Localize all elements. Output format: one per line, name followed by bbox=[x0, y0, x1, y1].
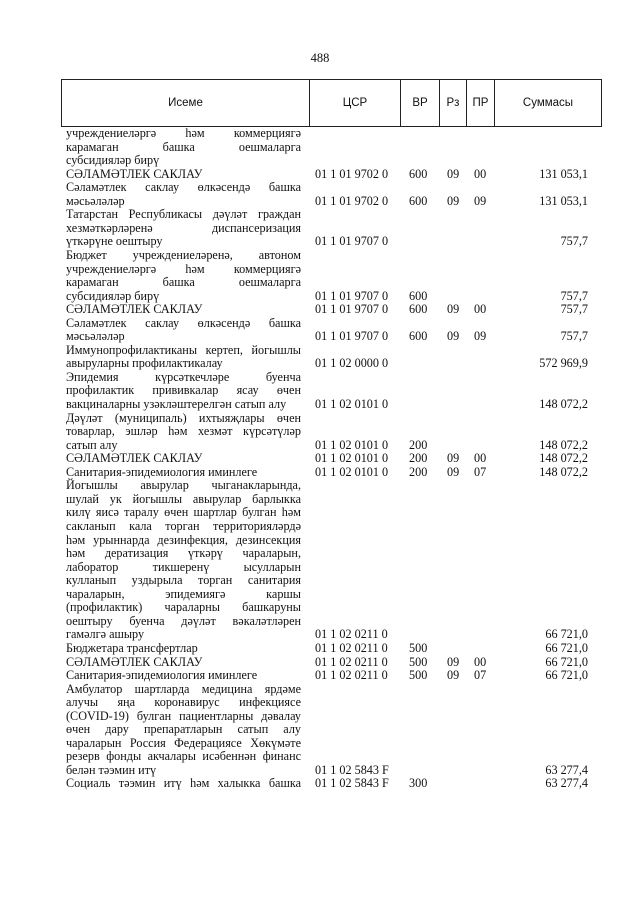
row-pr: 00 bbox=[474, 302, 487, 317]
row-name: алучы яңа коронавирус инфекциясе bbox=[66, 695, 301, 710]
row-sum: 148 072,2 bbox=[539, 464, 588, 479]
row-name: өчен дару препаратларын сатып алу bbox=[66, 722, 301, 737]
row-csr: 01 1 01 9702 0 bbox=[315, 193, 389, 208]
header-rz: Рз bbox=[446, 97, 460, 109]
row-name: Бюджетара трансфертлар bbox=[66, 640, 198, 655]
row-sum: 131 053,1 bbox=[539, 166, 588, 181]
row-csr: 01 1 02 0101 0 bbox=[315, 437, 389, 452]
row-pr: 07 bbox=[474, 464, 487, 479]
header-name: Исеме bbox=[168, 97, 203, 109]
row-csr: 01 1 02 0101 0 bbox=[315, 451, 389, 466]
row-rz: 09 bbox=[447, 329, 460, 344]
row-name: лаборатор тикшеренү ысулларын bbox=[66, 559, 301, 574]
row-csr: 01 1 02 0211 0 bbox=[315, 654, 388, 669]
row-csr: 01 1 01 9707 0 bbox=[315, 329, 389, 344]
row-rz: 09 bbox=[447, 668, 460, 682]
row-name: Социаль тәэмин итү һәм халыкка башка bbox=[66, 776, 301, 791]
row-name: Эпидемия күрсәткечләре буенча bbox=[66, 369, 301, 384]
row-sum: 131 053,1 bbox=[539, 193, 588, 208]
row-csr: 01 1 02 0211 0 bbox=[315, 627, 388, 642]
row-sum: 148 072,2 bbox=[539, 451, 588, 466]
row-rz: 09 bbox=[447, 654, 460, 669]
row-name: чараларын, эпидемиягә каршы bbox=[66, 586, 301, 601]
row-pr: 09 bbox=[474, 193, 487, 208]
row-name: профилактик прививкалар ясау өчен bbox=[66, 383, 301, 398]
row-sum: 572 969,9 bbox=[539, 356, 588, 371]
row-rz: 09 bbox=[447, 451, 460, 466]
row-name: субсидияләр бирү bbox=[66, 153, 160, 168]
row-name: вакциналарны узәкләштерелгән сатып алу bbox=[66, 397, 287, 411]
row-name: кулланып уздырыла торган санитария bbox=[66, 573, 301, 588]
row-sum: 757,7 bbox=[560, 234, 588, 249]
row-name: һәм дератизация үткәрү чараларын, bbox=[66, 546, 301, 560]
row-rz: 09 bbox=[447, 193, 460, 208]
row-name: мәсьәләләр bbox=[66, 329, 125, 344]
row-name: авыруларны профилактикалау bbox=[66, 356, 223, 371]
page-number: 488 bbox=[310, 51, 330, 65]
row-name: резерв фонды акчалары исәбеннән финанс bbox=[66, 749, 301, 764]
row-vr: 600 bbox=[409, 302, 428, 317]
row-vr: 600 bbox=[409, 329, 428, 344]
row-name: чараларын Россия Федерациясе Хөкүмәте bbox=[66, 735, 301, 750]
row-name: СӘЛАМӘТЛЕК САКЛАУ bbox=[66, 166, 203, 181]
row-sum: 63 277,4 bbox=[545, 776, 588, 791]
row-vr: 200 bbox=[409, 437, 428, 452]
row-csr: 01 1 02 0211 0 bbox=[315, 640, 388, 655]
row-name: СӘЛАМӘТЛЕК САКЛАУ bbox=[66, 654, 203, 669]
row-sum: 66 721,0 bbox=[545, 640, 588, 655]
row-pr: 09 bbox=[474, 329, 487, 344]
row-vr: 200 bbox=[409, 451, 428, 466]
row-name: Йогышлы авырулар чыганакларында, bbox=[66, 478, 301, 493]
row-name: хезмәткәрләренә диспансеризация bbox=[66, 220, 301, 235]
row-name: сакланып кала торган территорияләрдә bbox=[66, 519, 301, 533]
row-name: Дәүләт (муниципаль) ихтыяҗлары өчен bbox=[66, 410, 301, 425]
row-vr: 300 bbox=[409, 776, 428, 791]
row-pr: 00 bbox=[474, 654, 487, 669]
row-vr: 600 bbox=[409, 193, 428, 208]
row-name: гамәлгә ашыру bbox=[66, 627, 145, 642]
row-name: Бюджет учреждениеләренә, автоном bbox=[66, 247, 301, 262]
row-csr: 01 1 01 9707 0 bbox=[315, 234, 389, 249]
row-name: үткәрүне оештыру bbox=[66, 234, 163, 249]
row-name: (COVID-19) булган пациентларны дәвалау bbox=[66, 708, 301, 723]
row-sum: 66 721,0 bbox=[545, 654, 588, 669]
row-rz: 09 bbox=[447, 464, 460, 479]
row-sum: 148 072,2 bbox=[539, 437, 588, 452]
table-header bbox=[61, 79, 602, 127]
row-name: СӘЛАМӘТЛЕК САКЛАУ bbox=[66, 451, 203, 466]
row-csr: 01 1 02 5843 F bbox=[315, 776, 389, 791]
row-name: Сәламәтлек саклау өлкәсендә башка bbox=[66, 315, 301, 330]
row-vr: 600 bbox=[409, 166, 428, 181]
row-name: (профилактик) чараларны башкаруны bbox=[66, 600, 301, 615]
row-vr: 600 bbox=[409, 288, 428, 303]
row-name: субсидияләр бирү bbox=[66, 288, 160, 303]
row-pr: 07 bbox=[474, 668, 487, 682]
row-sum: 757,7 bbox=[560, 329, 588, 344]
row-vr: 200 bbox=[409, 464, 428, 479]
row-sum: 66 721,0 bbox=[545, 668, 588, 682]
row-csr: 01 1 01 9702 0 bbox=[315, 166, 389, 181]
row-name: сатып алу bbox=[66, 437, 118, 452]
row-name: килү яисә таралу өчен шартлар булган һәм bbox=[66, 505, 301, 520]
row-csr: 01 1 01 9707 0 bbox=[315, 302, 389, 317]
row-name: товарлар, эшләр һәм хезмәт күрсәтүләр bbox=[66, 424, 301, 439]
row-name: шулай ук йогышлы авырулар барлыкка bbox=[66, 491, 301, 506]
row-name: СӘЛАМӘТЛЕК САКЛАУ bbox=[66, 302, 203, 317]
row-name: оештыру буенча дәүләт вәкаләтләрен bbox=[66, 613, 301, 628]
header-sum: Суммасы bbox=[522, 97, 574, 109]
row-name: карамаган башка оешмаларга bbox=[66, 275, 301, 290]
row-name: мәсьәләләр bbox=[66, 193, 125, 208]
row-name: Санитария-эпидемиология иминлеге bbox=[66, 464, 258, 479]
row-name: Татарстан Республикасы дәүләт граждан bbox=[66, 207, 301, 222]
row-csr: 01 1 02 0101 0 bbox=[315, 397, 389, 411]
row-pr: 00 bbox=[474, 166, 487, 181]
row-rz: 09 bbox=[447, 166, 460, 181]
row-pr: 00 bbox=[474, 451, 487, 466]
header-pr: ПР bbox=[472, 97, 489, 109]
row-name: учреждениеләргә һәм коммерциягә bbox=[66, 261, 301, 276]
row-rz: 09 bbox=[447, 302, 460, 317]
row-vr: 500 bbox=[409, 640, 428, 655]
row-name: Сәламәтлек саклау өлкәсендә башка bbox=[66, 180, 301, 195]
row-sum: 757,7 bbox=[560, 288, 588, 303]
row-csr: 01 1 01 9707 0 bbox=[315, 288, 389, 303]
row-sum: 757,7 bbox=[560, 302, 588, 317]
row-name: Иммунопрофилактиканы кертеп, йогышлы bbox=[66, 342, 301, 357]
row-csr: 01 1 02 0000 0 bbox=[315, 356, 389, 371]
header-vr: ВР bbox=[412, 97, 428, 109]
row-name: белән тәэмин итү bbox=[66, 762, 157, 777]
row-name: учреждениеләргә һәм коммерциягә bbox=[66, 126, 301, 140]
row-vr: 500 bbox=[409, 654, 428, 669]
row-name: Санитария-эпидемиология иминлеге bbox=[66, 668, 258, 682]
row-sum: 66 721,0 bbox=[545, 627, 588, 642]
row-sum: 63 277,4 bbox=[545, 762, 588, 777]
row-csr: 01 1 02 5843 F bbox=[315, 762, 389, 777]
header-csr: ЦСР bbox=[342, 97, 368, 109]
row-name: һәм урыннарда дезинфекция, дезинсекция bbox=[66, 532, 301, 547]
row-name: карамаган башка оешмаларга bbox=[66, 139, 301, 154]
row-csr: 01 1 02 0211 0 bbox=[315, 668, 388, 682]
row-vr: 500 bbox=[409, 668, 428, 682]
row-csr: 01 1 02 0101 0 bbox=[315, 464, 389, 479]
row-name: Амбулатор шартларда медицина ярдәме bbox=[66, 681, 301, 696]
row-sum: 148 072,2 bbox=[539, 397, 588, 411]
